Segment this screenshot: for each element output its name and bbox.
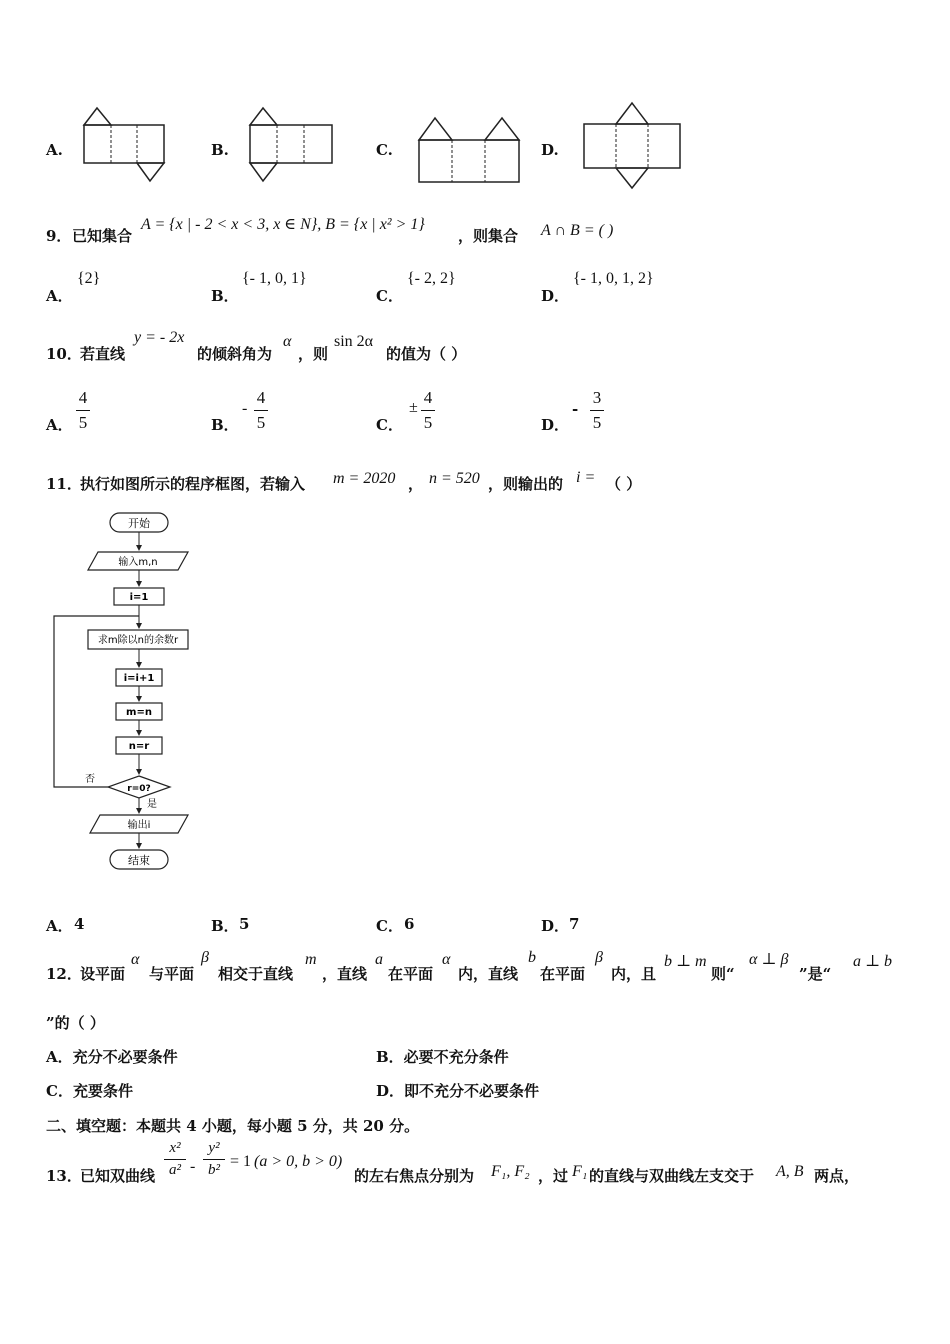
flow-cond-text: r=0? xyxy=(127,784,151,794)
q10-option-a-den: 5 xyxy=(78,413,88,432)
q13-number: 13． xyxy=(46,1167,82,1185)
flow-init-text: i=1 xyxy=(129,592,149,603)
q9-number: 9． xyxy=(46,227,72,245)
flow-end-text: 结束 xyxy=(128,854,150,867)
q10-option-d-num: 3 xyxy=(592,388,602,407)
q10-line-eq: y = - 2x xyxy=(134,329,185,346)
q11-option-d-value: 7 xyxy=(569,915,580,933)
q9-option-b-label: B． xyxy=(211,287,239,305)
q13-x-fraction xyxy=(164,1140,186,1179)
q12-planes-perp: α ⊥ β xyxy=(749,951,789,968)
q11-i: i = xyxy=(576,469,596,486)
q12-number: 12． xyxy=(46,965,82,983)
flow-input-text: 输入m,n xyxy=(118,557,158,568)
q12-text-6: 内，直线 xyxy=(458,965,519,983)
q11-option-d-label: D． xyxy=(541,917,570,935)
q9-tail: ，则集合 xyxy=(458,227,519,245)
q10-text-1: 若直线 xyxy=(80,345,126,363)
q11-text-1: 执行如图所示的程序框图，若输入 xyxy=(80,475,306,493)
q13-b2: b² xyxy=(208,1162,220,1178)
q12-beta-2: β xyxy=(595,949,603,966)
q13-x2: x² xyxy=(169,1140,181,1156)
q12-option-d: D．即不充分不必要条件 xyxy=(376,1082,540,1100)
q10-option-b-fraction xyxy=(254,388,268,433)
q10-option-c-den: 5 xyxy=(423,413,433,432)
q13-text-4: 的直线与双曲线左支交于 xyxy=(589,1167,755,1185)
q11-option-b-value: 5 xyxy=(239,915,250,933)
q13-y2: y² xyxy=(208,1140,220,1156)
flow-start-text: 开始 xyxy=(128,517,150,530)
q12-beta-1: β xyxy=(201,949,209,966)
q10-option-c-label: C． xyxy=(376,416,403,434)
q10-sin: sin 2α xyxy=(334,333,374,350)
q11-flowchart xyxy=(48,508,208,878)
flow-rem-text: 求m除以n的余数r xyxy=(97,635,179,646)
q13-a2: a² xyxy=(169,1162,181,1178)
q9-option-d-label: D． xyxy=(541,287,570,305)
q12-alpha-2: α xyxy=(442,951,451,968)
q12-a: a xyxy=(375,951,383,968)
q9-expr: A ∩ B = ( ) xyxy=(541,222,614,239)
q10-number: 10． xyxy=(46,345,82,363)
q12-option-a: A．充分不必要条件 xyxy=(46,1048,178,1066)
q13-cond: (a > 0, b > 0) xyxy=(254,1153,343,1170)
q12-b: b xyxy=(528,949,536,966)
q11-option-b-label: B． xyxy=(211,917,239,935)
q9-option-a-label: A． xyxy=(46,287,73,305)
q12-text-9: 则“ xyxy=(711,965,735,983)
q11-number: 11． xyxy=(46,475,82,493)
q10-option-d-den: 5 xyxy=(592,413,602,432)
q11-sep: ， xyxy=(408,475,424,493)
q12-text-1: 设平面 xyxy=(80,965,126,983)
q9-option-c-value: {- 2, 2} xyxy=(407,270,456,287)
q11-text-2: ，则输出的 xyxy=(488,475,564,493)
flow-no-label: 否 xyxy=(85,774,95,785)
q8-option-c-label: C. xyxy=(376,141,393,159)
q8-option-a-label: A. xyxy=(46,141,63,159)
flow-yes-label: 是 xyxy=(147,799,157,810)
q12-text-10: ”是“ xyxy=(799,965,832,983)
q12-m: m xyxy=(305,951,317,968)
q9-option-b-value: {- 1, 0, 1} xyxy=(242,270,307,287)
q12-option-c: C．充要条件 xyxy=(46,1082,133,1100)
q8-option-b-figure xyxy=(246,105,338,185)
q8-option-b-label: B. xyxy=(211,141,229,159)
q10-option-c-num: 4 xyxy=(423,388,433,407)
q10-option-b-den: 5 xyxy=(256,413,266,432)
q10-option-a-fraction xyxy=(76,388,90,433)
q11-option-a-value: 4 xyxy=(74,915,85,933)
q12-text-7: 在平面 xyxy=(540,965,586,983)
q12-text-5: 在平面 xyxy=(388,965,434,983)
q9-option-a-value: {2} xyxy=(77,270,101,287)
q11-option-a-label: A． xyxy=(46,917,73,935)
q8-option-a-figure xyxy=(80,105,170,185)
q9-lead: 已知集合 xyxy=(72,227,133,245)
q12-alpha-1: α xyxy=(131,951,140,968)
q11-option-c-value: 6 xyxy=(404,915,415,933)
q10-option-b-label: B． xyxy=(211,416,239,434)
q10-text-4: 的值为（ ） xyxy=(386,345,467,363)
q10-option-c-sign: ± xyxy=(409,399,418,416)
flow-output-text: 输出i xyxy=(127,820,151,831)
q13-y-fraction xyxy=(203,1140,225,1179)
q10-option-a-label: A． xyxy=(46,416,73,434)
q9-option-c-label: C． xyxy=(376,287,403,305)
q13-text-2: 的左右焦点分别为 xyxy=(354,1167,475,1185)
section-2-heading: 二、填空题：本题共 4 小题，每小题 5 分，共 20 分。 xyxy=(46,1117,420,1135)
q10-option-c-fraction xyxy=(421,388,435,433)
q13-minus: - xyxy=(190,1158,196,1175)
q13-text-1: 已知双曲线 xyxy=(80,1167,156,1185)
q8-option-d-figure xyxy=(580,100,686,192)
q10-option-a-num: 4 xyxy=(78,388,88,407)
q12-text-11: ”的（ ） xyxy=(46,1014,105,1032)
q10-text-3: ，则 xyxy=(298,345,329,363)
q8-option-c-figure xyxy=(415,112,523,188)
q13-text-3: ，过 xyxy=(538,1167,569,1185)
q11-n: n = 520 xyxy=(429,470,480,487)
q8-option-d-label: D. xyxy=(541,141,559,159)
q13-text-5: 两点， xyxy=(814,1167,860,1185)
q9-sets: A = {x | - 2 < x < 3, x ∈ N}, B = {x | x² > 1} xyxy=(141,216,425,233)
q11-option-c-label: C． xyxy=(376,917,403,935)
q13-foci: F₁, F₂ xyxy=(491,1163,530,1180)
q9-option-d-value: {- 1, 0, 1, 2} xyxy=(573,270,654,287)
flow-inc-text: i=i+1 xyxy=(123,673,155,684)
flow-n-text: n=r xyxy=(128,741,150,752)
q10-option-d-sign: - xyxy=(572,400,579,418)
q13-f1: F₁ xyxy=(572,1163,588,1180)
q12-option-b: B．必要不充分条件 xyxy=(376,1048,509,1066)
q10-alpha: α xyxy=(283,333,292,350)
q12-lines-perp: a ⊥ b xyxy=(853,953,893,970)
q12-text-8: 内，且 xyxy=(611,965,657,983)
q12-text-2: 与平面 xyxy=(149,965,195,983)
q12-b-perp-m: b ⊥ m xyxy=(664,953,707,970)
q10-option-b-num: 4 xyxy=(256,388,266,407)
q13-eq: = 1 xyxy=(230,1153,252,1170)
q10-option-d-fraction xyxy=(590,388,604,433)
q10-option-d-label: D． xyxy=(541,416,570,434)
q11-text-3: （ ） xyxy=(606,475,642,493)
q11-m: m = 2020 xyxy=(333,470,396,487)
q12-text-4: ，直线 xyxy=(322,965,368,983)
q10-text-2: 的倾斜角为 xyxy=(197,345,273,363)
q10-option-b-sign: - xyxy=(242,400,248,417)
flow-m-text: m=n xyxy=(126,707,152,718)
q12-text-3: 相交于直线 xyxy=(218,965,294,983)
q13-ab: A, B xyxy=(776,1163,804,1180)
